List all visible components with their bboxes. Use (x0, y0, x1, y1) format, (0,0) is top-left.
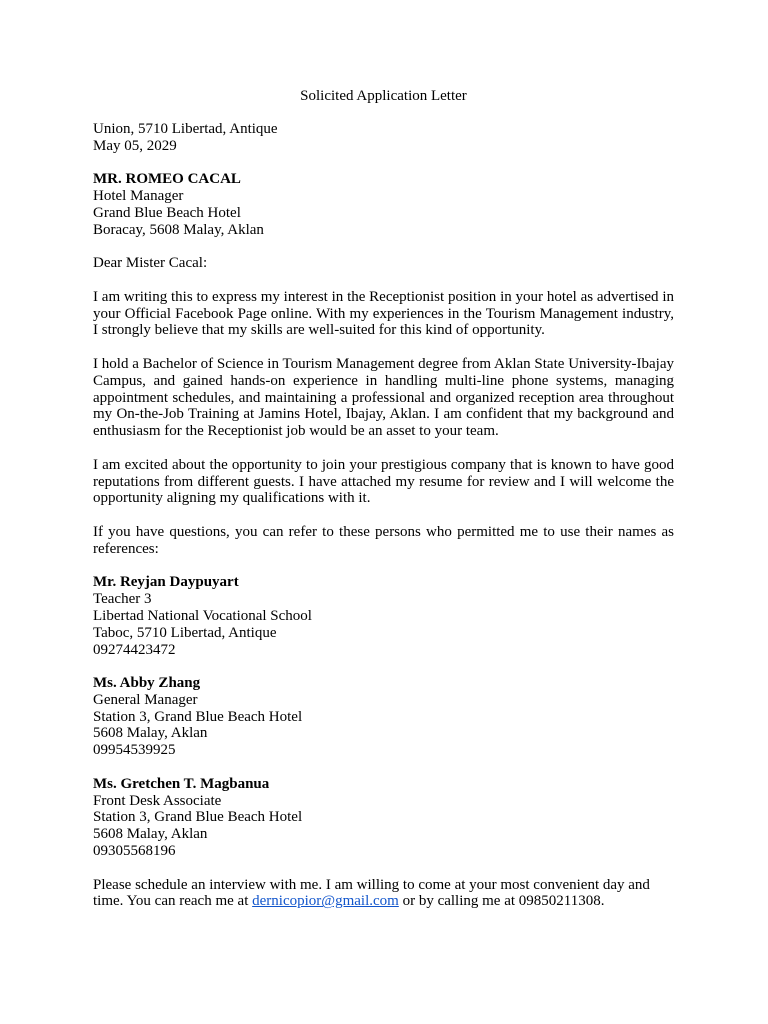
body-paragraph: If you have questions, you can refer to these persons who permitted me to use their names as references: (93, 523, 674, 557)
reference-organization: Libertad National Vocational School (93, 607, 312, 624)
reference-entry (93, 776, 674, 860)
body-paragraph: I hold a Bachelor of Science in Tourism Management degree from Aklan State University-Ibajay Campus, and gained hands-on experience in handling multi-line phone systems, managing appointment schedules, and maintaining a professional and organized reception area throughout my On-the-Job Training at Jamins Hotel, Ibajay, Aklan. I am confident that my background and enthusiasm for the Receptionist job would be an asset to your team. (93, 355, 674, 440)
reference-address: 5608 Malay, Aklan (93, 826, 208, 843)
closing-text-before: Please schedule an interview with me. I am willing to come at your most convenient day and time. You can reach me at (93, 876, 650, 910)
recipient-position: Hotel Manager (93, 187, 184, 204)
email-link[interactable]: dernicopior@gmail.com (252, 893, 399, 910)
reference-organization: Station 3, Grand Blue Beach Hotel (93, 809, 303, 826)
reference-position: Front Desk Associate (93, 792, 222, 809)
reference-name: Mr. Reyjan Daypuyart (93, 574, 239, 591)
salutation: Dear Mister Cacal: (93, 255, 208, 272)
letter-title: Solicited Application Letter (300, 88, 467, 104)
reference-position: General Manager (93, 691, 198, 708)
reference-position: Teacher 3 (93, 591, 152, 608)
reference-name: Ms. Gretchen T. Magbanua (93, 775, 270, 792)
reference-address: Taboc, 5710 Libertad, Antique (93, 624, 277, 641)
body-paragraph: I am excited about the opportunity to join your prestigious company that is known to have good reputations from different guests. I have attached my resume for review and I will welcome the opportunity aligning my qualifications with it. (93, 456, 674, 507)
recipient-block (93, 171, 674, 238)
recipient-address: Boracay, 5608 Malay, Aklan (93, 221, 264, 238)
closing-paragraph (93, 877, 674, 911)
letter-page (93, 88, 674, 927)
reference-phone: 09954539925 (93, 742, 176, 759)
reference-name: Ms. Abby Zhang (93, 675, 201, 692)
reference-phone: 09274423472 (93, 641, 176, 658)
recipient-name: MR. ROMEO CACAL (93, 171, 241, 188)
closing-text-after: or by calling me at 09850211308. (398, 893, 605, 910)
sender-block (93, 121, 674, 155)
body-paragraph: I am writing this to express my interest in the Receptionist position in your hotel as advertised in your Official Facebook Page online. With my experiences in the Tourism Management industry, I strongly believe that my skills are well-suited for this kind of opportunity. (93, 288, 674, 339)
reference-phone: 09305568196 (93, 843, 176, 860)
reference-organization: Station 3, Grand Blue Beach Hotel (93, 708, 303, 725)
sender-address: Union, 5710 Libertad, Antique (93, 120, 278, 137)
reference-entry (93, 574, 674, 658)
recipient-company: Grand Blue Beach Hotel (93, 204, 241, 221)
reference-entry (93, 675, 674, 759)
letter-date: May 05, 2029 (93, 137, 177, 154)
reference-address: 5608 Malay, Aklan (93, 725, 208, 742)
